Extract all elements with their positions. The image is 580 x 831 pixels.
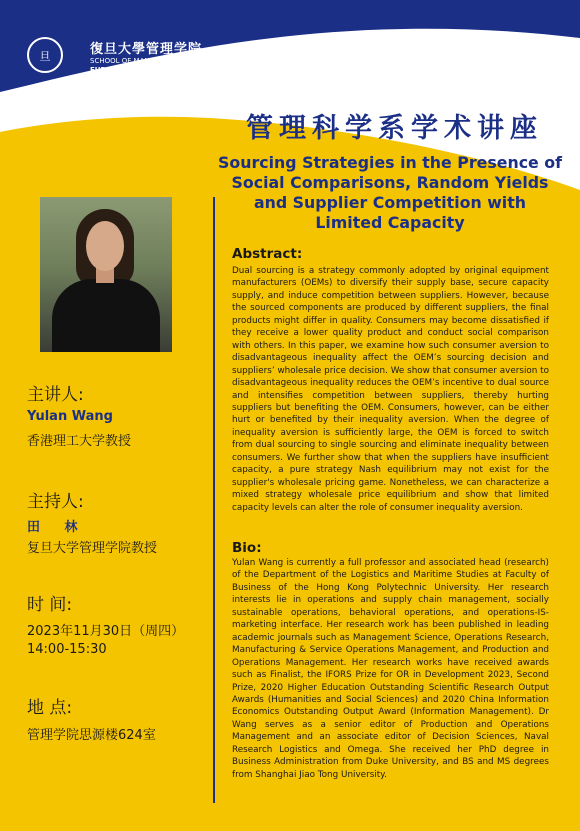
bio-text: Yulan Wang is currently a full professor and associated head (research) of the Department of the Logistics and Maritime Studies at Faculty of Business of the Hong Kong Polytechnic University. Her research interests lie in operations and supply chain management, socially sustainable operations, behavioral operations, and operations-IS-marketing interface. Her research work has been published in leading academic journals such as Management Science, Operations Research, Manufacturing & Service Operations Management, and Production and Operations Management. Her research works have received awards such as Finalist, the IFORS Prize for OR in Development 2023, Second Prize, 2020 Higher Education Outstanding Scientific Research Output Awards (Humanities and Social Sciences) and 2020 China Information Economics Outstanding Output Award (Information Management). Dr Wang serves as a senior editor of Production and Operations Management and an associate editor of Decision Sciences, Naval Research Logistics and Omega. She received her PhD degree in Business Administration from Duke University, and BS and MS degrees from Shanghai Jiao Tong University. (232, 558, 549, 780)
talk-title: Sourcing Strategies in the Presence of Social Comparisons, Random Yields and Supplier Competition with Limited Capacity (218, 153, 562, 232)
time-date: 2023年11月30日（周四） (27, 624, 185, 639)
host-label: 主持人: (27, 492, 84, 512)
speaker-photo (40, 197, 172, 352)
location-label: 地 点: (27, 698, 73, 718)
time-hours: 14:00-15:30 (27, 642, 107, 657)
speaker-affiliation: 香港理工大学教授 (27, 434, 132, 449)
speaker-name: Yulan Wang (27, 409, 113, 424)
host-name: 田 林 (27, 520, 88, 535)
speaker-label: 主讲人: (27, 385, 84, 405)
abstract-heading: Abstract: (232, 246, 303, 262)
logo-english-line1: SCHOOL OF MANAGEMENT (90, 57, 185, 65)
abstract-text: Dual sourcing is a strategy commonly adopted by original equipment manufacturers (OEMs) to diversify their supply base, secure capacity supply, and induce competition between suppliers. However, because the sourced components are produced by different suppliers, the final products might differ in quality. Consumers may become dissatisfied if they receive a lower quality product and conduct social comparison with others. In this paper, we examine how such consumer aversion to disadvantageous inequality affect the OEM’s sourcing decision and suppliers’ wholesale price decision. We show that consumer aversion to disadvantageous inequality reduces the OEM’s incentive to dual source and intensifies competition between suppliers, thereby hurting suppliers but benefiting the OEM. Consumers, however, can be either hurt or benefited by their inequality aversion. When the degree of inequality aversion is sufficiently large, the OEM is forced to switch from dual sourcing to single sourcing and eliminate inequality between consumers. We further show that when the suppliers have insufficient capacity, a pure strategy Nash equilibrium may not exist for the supplier's wholesale pricing game. Nonetheless, we can characterize a mixed strategy wholesale price equilibrium and show that limited capacity levels can alter the role of consumer inequality aversion. (232, 266, 549, 513)
fudan-seal-icon: 旦 (27, 37, 63, 73)
time-label: 时 间: (27, 595, 73, 615)
vertical-divider (213, 197, 215, 803)
header (0, 0, 580, 100)
logo-chinese: 復旦大學管理学院 (90, 42, 203, 57)
logo-english-line2: FUDAN UNIVERSITY (90, 66, 168, 74)
location-place: 管理学院思源楼624室 (27, 728, 156, 743)
page-title: 管理科学系学术讲座 (246, 113, 543, 144)
host-affiliation: 复旦大学管理学院教授 (27, 541, 158, 556)
bio-heading: Bio: (232, 540, 262, 556)
